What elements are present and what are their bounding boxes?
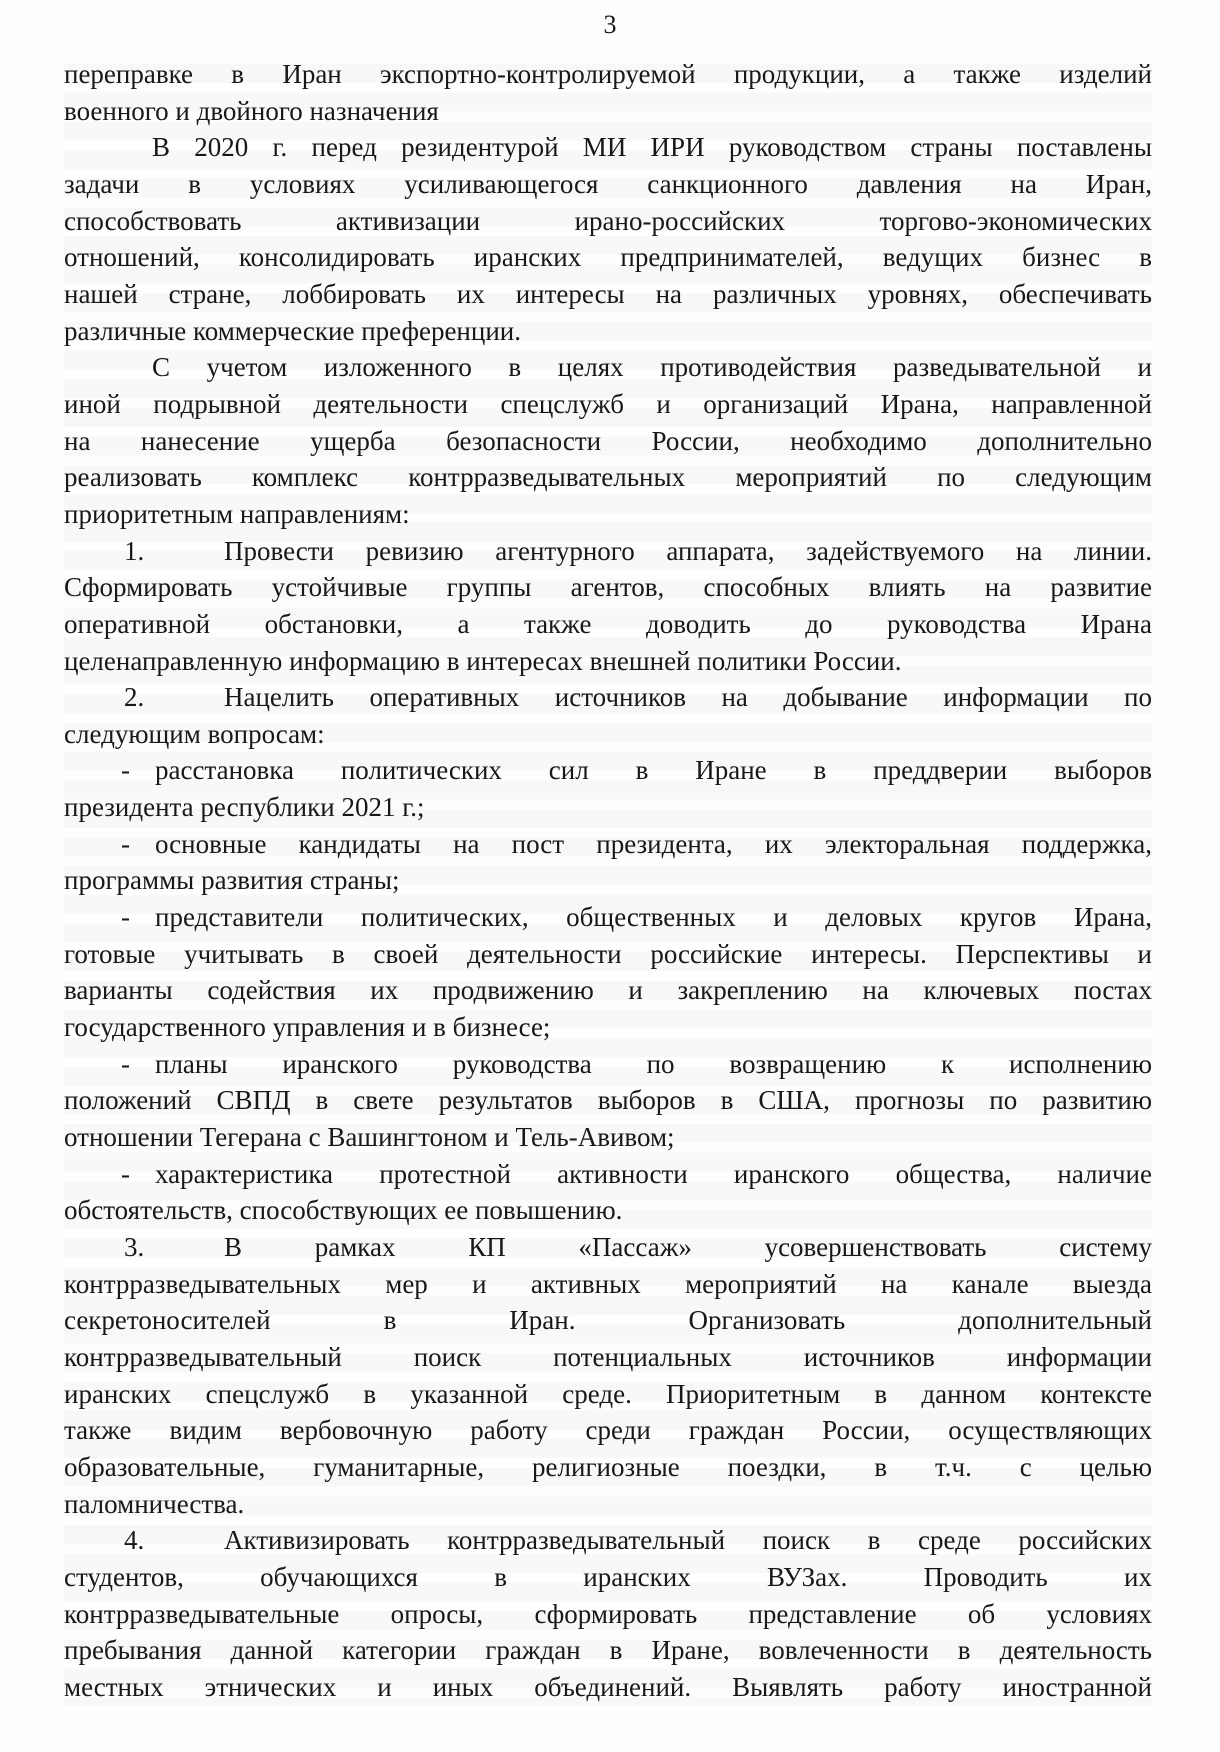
paragraph (64, 1046, 1152, 1156)
body-text (64, 56, 1152, 1706)
text-line: готовые учитывать в своей деятельности российские интересы. Перспективы и (64, 938, 1152, 969)
dash-marker: - (121, 1048, 130, 1079)
paragraph (64, 349, 1152, 532)
dash-marker: - (121, 755, 130, 786)
text-line: отношений, консолидировать иранских предпринимателей, ведущих бизнес в (64, 242, 1152, 273)
paragraph (64, 533, 1152, 680)
dash-marker: - (121, 1158, 130, 1189)
list-number: 1. (124, 535, 145, 566)
text-line: задачи в условиях усиливающегося санкционного давления на Иран, (64, 168, 1152, 199)
text-line: - представители политических, общественных и деловых кругов Ирана, (64, 899, 1152, 936)
text-line: контрразведывательных мер и активных мероприятий на канале выезда (64, 1268, 1152, 1299)
text-line: иранских спецслужб в указанной среде. Приоритетным в данном контексте (64, 1378, 1152, 1409)
text-line: 4. Активизировать контрразведывательный поиск в среде российских (64, 1522, 1152, 1559)
text-line: контрразведывательный поиск потенциальных источников информации (64, 1341, 1152, 1372)
text-line: образовательные, гуманитарные, религиозные поездки, в т.ч. с целью (64, 1451, 1152, 1482)
text-line: на нанесение ущерба безопасности России, необходимо дополнительно (64, 425, 1152, 456)
text-line: местных этнических и иных объединений. Выявлять работу иностранной (64, 1671, 1152, 1702)
text-line: способствовать активизации ирано-российских торгово-экономических (64, 205, 1152, 236)
text-line: - планы иранского руководства по возвращению к исполнению (64, 1046, 1152, 1083)
text-line: контрразведывательные опросы, сформировать представление об условиях (64, 1598, 1152, 1629)
text-line: военного и двойного назначения (64, 95, 439, 126)
text-line: Сформировать устойчивые группы агентов, способных влиять на развитие (64, 572, 1152, 603)
paragraph (64, 1522, 1152, 1705)
text-line: 3. В рамках КП «Пассаж» усовершенствовать систему (64, 1229, 1152, 1266)
paragraph (64, 826, 1152, 899)
text-line: приоритетным направлениям: (64, 498, 410, 529)
paragraph (64, 899, 1152, 1046)
text-line: - основные кандидаты на пост президента, их электоральная поддержка, (64, 826, 1152, 863)
text-line: варианты содействия их продвижению и закреплению на ключевых постах (64, 975, 1152, 1006)
dash-marker: - (121, 902, 130, 933)
paragraph (64, 1229, 1152, 1522)
text-line: С учетом изложенного в целях противодействия разведывательной и (152, 352, 1152, 383)
text-line: нашей стране, лоббировать их интересы на различных уровнях, обеспечивать (64, 278, 1152, 309)
text-line: пребывания данной категории граждан в Иране, вовлеченности в деятельность (64, 1635, 1152, 1666)
text-line: 1. Провести ревизию агентурного аппарата, задействуемого на линии. (64, 533, 1152, 570)
text-line: целенаправленную информацию в интересах внешней политики России. (64, 645, 902, 676)
text-line: отношении Тегерана с Вашингтоном и Тель-Авивом; (64, 1122, 675, 1153)
list-number: 4. (124, 1525, 145, 1556)
text-line: - расстановка политических сил в Иране в преддверии выборов (64, 752, 1152, 789)
text-line: обстоятельств, способствующих ее повышению. (64, 1195, 623, 1226)
list-number: 3. (124, 1232, 145, 1262)
paragraph (64, 1156, 1152, 1229)
page-number: 3 (603, 10, 617, 39)
text-line: положений СВПД в свете результатов выборов в США, прогнозы по развитию (64, 1085, 1152, 1116)
text-line: реализовать комплекс контрразведывательных мероприятий по следующим (64, 462, 1152, 493)
text-line: иной подрывной деятельности спецслужб и организаций Ирана, направленной (64, 388, 1152, 419)
text-line: различные коммерческие преференции. (64, 315, 521, 346)
text-line: секретоносителей в Иран. Организовать дополнительный (64, 1305, 1152, 1336)
paragraph (64, 56, 1152, 129)
text-line: также видим вербовочную работу среди граждан России, осуществляющих (64, 1415, 1152, 1446)
text-line: - характеристика протестной активности иранского общества, наличие (64, 1156, 1152, 1193)
text-line: президента республики 2021 г.; (64, 792, 425, 823)
text-line: 2. Нацелить оперативных источников на добывание информации по (64, 679, 1152, 716)
paragraph (64, 752, 1152, 825)
paragraph (64, 679, 1152, 752)
text-line: В 2020 г. перед резидентурой МИ ИРИ руководством страны поставлены (152, 132, 1152, 163)
paragraph (64, 129, 1152, 349)
text-line: государственного управления и в бизнесе; (64, 1012, 551, 1043)
list-number: 2. (124, 682, 145, 713)
dash-marker: - (121, 828, 130, 859)
text-line: переправке в Иран экспортно-контролируемой продукции, а также изделий (64, 59, 1152, 89)
text-line: программы развития страны; (64, 865, 400, 896)
text-line: следующим вопросам: (64, 718, 325, 749)
text-line: паломничества. (64, 1488, 245, 1519)
text-line: оперативной обстановки, а также доводить до руководства Ирана (64, 608, 1152, 639)
text-line: студентов, обучающихся в иранских ВУЗах. Проводить их (64, 1561, 1152, 1592)
